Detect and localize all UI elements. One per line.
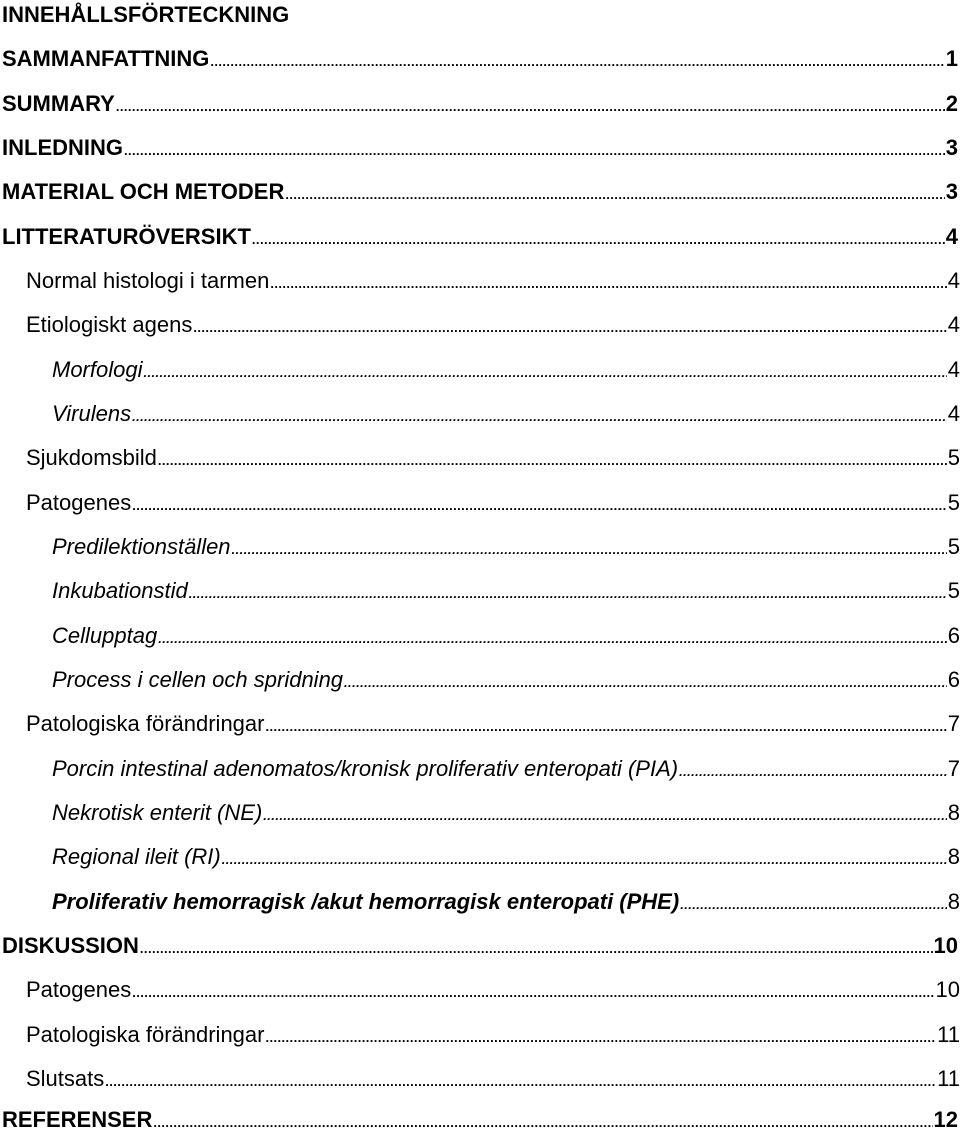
dot-leader	[132, 491, 947, 521]
dot-leader	[270, 269, 946, 299]
toc-heading: INNEHÅLLSFÖRTECKNING	[2, 2, 290, 27]
toc-entry-page: 11	[937, 1022, 960, 1047]
toc-entry-label: Etiologiskt agens	[26, 312, 193, 337]
toc-entry-label: DISKUSSION	[2, 933, 139, 958]
toc-entry-label: Slutsats	[26, 1066, 105, 1091]
dot-leader	[124, 136, 945, 166]
toc-entry[interactable]	[52, 399, 960, 429]
toc-entry-page: 10	[933, 933, 958, 958]
dot-leader	[116, 92, 945, 122]
toc-entry-page: 8	[947, 800, 960, 825]
dot-leader	[153, 1108, 932, 1138]
toc-entry[interactable]	[52, 665, 960, 695]
toc-entry[interactable]	[52, 532, 960, 562]
toc-entry-label: Predilektionställen	[52, 534, 231, 559]
toc-entry[interactable]	[26, 443, 960, 473]
toc-entry[interactable]	[26, 1064, 960, 1094]
toc-entry-page: 8	[947, 889, 960, 914]
dot-leader	[158, 624, 947, 654]
dot-leader	[265, 1023, 936, 1053]
toc-entry-page: 4	[947, 312, 960, 337]
dot-leader	[252, 225, 945, 255]
toc-entry[interactable]	[2, 133, 958, 163]
toc-entry-label: Porcin intestinal adenomatos/kronisk proliferativ enteropati (PIA)	[52, 756, 679, 781]
toc-entry-label: SUMMARY	[2, 91, 115, 116]
toc-entry-page: 3	[945, 135, 958, 160]
toc-entry[interactable]	[2, 177, 958, 207]
toc-entry[interactable]	[52, 621, 960, 651]
toc-entry-page: 5	[947, 445, 960, 470]
toc-entry-page: 4	[945, 224, 958, 249]
toc-entry[interactable]	[52, 798, 960, 828]
dot-leader	[132, 402, 947, 432]
toc-entry-label: Patologiska förändringar	[26, 1022, 265, 1047]
toc-entry-label: Inkubationstid	[52, 578, 188, 603]
dot-leader	[143, 358, 946, 388]
toc-entry-page: 12	[933, 1107, 958, 1132]
toc-entry-label: Patologiska förändringar	[26, 711, 265, 736]
toc-entry[interactable]	[52, 576, 960, 606]
toc-entry[interactable]	[26, 488, 960, 518]
toc-entry-label: Morfologi	[52, 357, 143, 382]
toc-entry-page: 11	[937, 1066, 960, 1091]
dot-leader	[265, 712, 946, 742]
toc-entry-page: 5	[947, 490, 960, 515]
dot-leader	[140, 934, 933, 964]
toc-entry-page: 7	[947, 756, 960, 781]
toc-entry-page: 6	[947, 667, 960, 692]
dot-leader	[210, 47, 944, 77]
toc-entry[interactable]	[2, 89, 958, 119]
toc-entry[interactable]	[52, 754, 960, 784]
dot-leader	[132, 978, 934, 1008]
toc-entry-label: Process i cellen och spridning	[52, 667, 344, 692]
dot-leader	[679, 757, 947, 787]
dot-leader	[680, 890, 947, 920]
toc-entry-page: 5	[947, 534, 960, 559]
toc-entry[interactable]	[2, 931, 958, 961]
toc-entry-label: Regional ileit (RI)	[52, 844, 221, 869]
dot-leader	[285, 180, 944, 210]
toc-entry-page: 4	[947, 401, 960, 426]
toc-entry-label: Sjukdomsbild	[26, 445, 157, 470]
toc-entry-label: Cellupptag	[52, 623, 158, 648]
dot-leader	[344, 668, 947, 698]
dot-leader	[158, 446, 947, 476]
toc-entry-page: 10	[935, 977, 960, 1002]
toc-entry[interactable]	[52, 355, 960, 385]
dot-leader	[222, 845, 947, 875]
toc-entry-label: SAMMANFATTNING	[2, 46, 210, 71]
dot-leader	[105, 1067, 936, 1097]
toc-entry-label: INLEDNING	[2, 135, 123, 160]
toc-entry[interactable]	[26, 266, 960, 296]
toc-entry-label: Patogenes	[26, 490, 132, 515]
toc-entry-page: 7	[947, 711, 960, 736]
dot-leader	[193, 313, 946, 343]
toc-entry-label: REFERENSER	[2, 1107, 153, 1132]
toc-entry[interactable]	[52, 887, 960, 917]
toc-entry-label: LITTERATURÖVERSIKT	[2, 224, 251, 249]
toc-entry-page: 6	[947, 623, 960, 648]
toc-entry[interactable]	[2, 222, 958, 252]
toc-entry-label: Nekrotisk enterit (NE)	[52, 800, 263, 825]
toc-entry-page: 2	[945, 91, 958, 116]
toc-entry-page: 4	[947, 357, 960, 382]
toc-entry[interactable]	[26, 310, 960, 340]
toc-entry-label: Patogenes	[26, 977, 132, 1002]
dot-leader	[232, 535, 947, 565]
toc-entry-label: Normal histologi i tarmen	[26, 268, 270, 293]
toc-entry[interactable]	[26, 1020, 960, 1050]
toc-entry[interactable]	[2, 44, 958, 74]
dot-leader	[189, 579, 947, 609]
toc-entry[interactable]	[52, 842, 960, 872]
toc-entry[interactable]	[2, 1105, 958, 1135]
toc-entry[interactable]	[26, 709, 960, 739]
toc-entry-page: 5	[947, 578, 960, 603]
toc-entry-page: 1	[945, 46, 958, 71]
toc-entry-page: 4	[947, 268, 960, 293]
toc-entry-page: 8	[947, 844, 960, 869]
toc-entry-label: Proliferativ hemorragisk /akut hemorragisk enteropati (PHE)	[52, 889, 680, 914]
toc-entry-page: 3	[945, 179, 958, 204]
toc-entry-label: Virulens	[52, 401, 132, 426]
dot-leader	[263, 801, 946, 831]
toc-entry[interactable]	[26, 975, 960, 1005]
toc-entry-label: MATERIAL OCH METODER	[2, 179, 285, 204]
